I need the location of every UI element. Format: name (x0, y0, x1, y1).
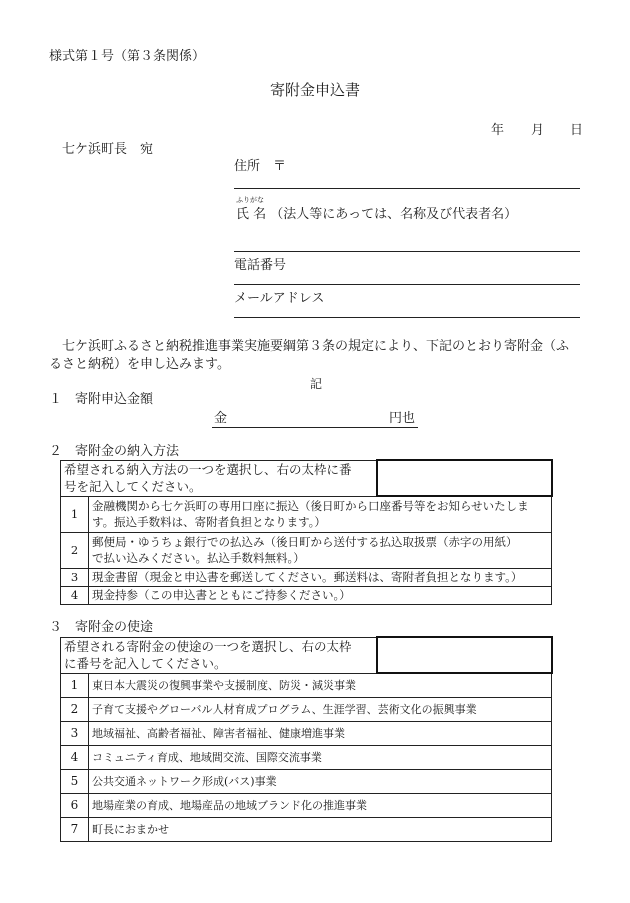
payment-instruction: 希望される納入方法の一つを選択し、右の太枠に番 号を記入してください。 (61, 460, 377, 496)
usage-option-number: 7 (61, 817, 89, 841)
phone-label: 電話番号 (234, 258, 287, 273)
date-month-label: 月 (531, 123, 545, 138)
payment-option-text: 現金持参（この申込書とともにご持参ください。） (89, 586, 552, 604)
payment-option-row (61, 568, 552, 586)
name-field-line[interactable] (234, 251, 580, 252)
usage-option-number: 3 (61, 721, 89, 745)
usage-option-row (61, 745, 552, 769)
payment-option-row (61, 496, 552, 532)
section1-heading: １ 寄附申込金額 (49, 392, 154, 407)
usage-option-number: 1 (61, 673, 89, 697)
payment-instruction-row (61, 460, 552, 496)
usage-option-row (61, 697, 552, 721)
amount-field-line[interactable] (212, 427, 418, 428)
payment-option-text: 郵便局・ゆうちょ銀行での払込み（後日町から送付する払込取扱票（赤字の用紙） で払い込みください。払込手数料無料。） (89, 532, 552, 568)
addressee: 七ケ浜町長 宛 (62, 142, 154, 157)
intro-line-2: るさと納税）を申し込みます。 (49, 357, 230, 372)
date-year-label: 年 (491, 123, 505, 138)
usage-option-text: 公共交通ネットワーク形成(バス)事業 (89, 769, 552, 793)
address-label: 住所 〒 (234, 159, 287, 174)
payment-option-number: 2 (61, 532, 89, 568)
payment-option-number: 1 (61, 496, 89, 532)
usage-input-box[interactable] (377, 637, 552, 673)
usage-option-text: 地域福祉、高齢者福祉、障害者福祉、健康増進事業 (89, 721, 552, 745)
page-title: 寄附金申込書 (270, 81, 361, 99)
date-day-label: 日 (570, 123, 584, 138)
usage-option-number: 2 (61, 697, 89, 721)
usage-option-number: 4 (61, 745, 89, 769)
usage-option-row (61, 721, 552, 745)
payment-option-text: 現金書留（現金と申込書を郵送してください。郵送料は、寄附者負担となります。） (89, 568, 552, 586)
usage-option-text: 町長におまかせ (89, 817, 552, 841)
payment-method-input-box[interactable] (377, 460, 552, 496)
ki-label: 記 (310, 377, 323, 391)
furigana-label: ふりがな (236, 196, 264, 204)
usage-option-row (61, 817, 552, 841)
usage-instruction: 希望される寄附金の使途の一つを選択し、右の太枠 に番号を記入してください。 (61, 637, 377, 673)
amount-kin-label: 金 (214, 411, 228, 426)
payment-option-row (61, 532, 552, 568)
usage-instruction-row (61, 637, 552, 673)
usage-option-number: 6 (61, 793, 89, 817)
email-field-line[interactable] (234, 317, 580, 318)
usage-option-row (61, 673, 552, 697)
payment-method-table (60, 459, 553, 605)
intro-line-1: 七ケ浜町ふるさと納税推進事業実施要綱第３条の規定により、下記のとおり寄附金（ふ (62, 339, 570, 354)
usage-option-number: 5 (61, 769, 89, 793)
usage-option-text: 子育て支援やグローバル人材育成プログラム、生涯学習、芸術文化の振興事業 (89, 697, 552, 721)
usage-option-text: 東日本大震災の復興事業や支援制度、防災・減災事業 (89, 673, 552, 697)
section3-heading: ３ 寄附金の使途 (49, 620, 154, 635)
usage-option-text: コミュニティ育成、地域間交流、国際交流事業 (89, 745, 552, 769)
payment-option-row (61, 586, 552, 604)
payment-option-number: 4 (61, 586, 89, 604)
phone-field-line[interactable] (234, 284, 580, 285)
address-field-line[interactable] (234, 188, 580, 189)
usage-option-text: 地場産業の育成、地場産品の地域ブランド化の推進事業 (89, 793, 552, 817)
payment-option-text: 金融機関から七ケ浜町の専用口座に振込（後日町から口座番号等をお知らせいたしま す。振込手数料は、寄附者負担となります。） (89, 496, 552, 532)
name-label: 氏 名 （法人等にあっては、名称及び代表者名） (236, 207, 518, 222)
email-label: メールアドレス (234, 291, 325, 306)
form-number: 様式第１号（第３条関係） (49, 49, 206, 64)
amount-yen-label: 円也 (389, 411, 416, 426)
payment-option-number: 3 (61, 568, 89, 586)
usage-table (60, 636, 553, 842)
section2-heading: ２ 寄附金の納入方法 (49, 444, 180, 459)
usage-option-row (61, 793, 552, 817)
usage-option-row (61, 769, 552, 793)
